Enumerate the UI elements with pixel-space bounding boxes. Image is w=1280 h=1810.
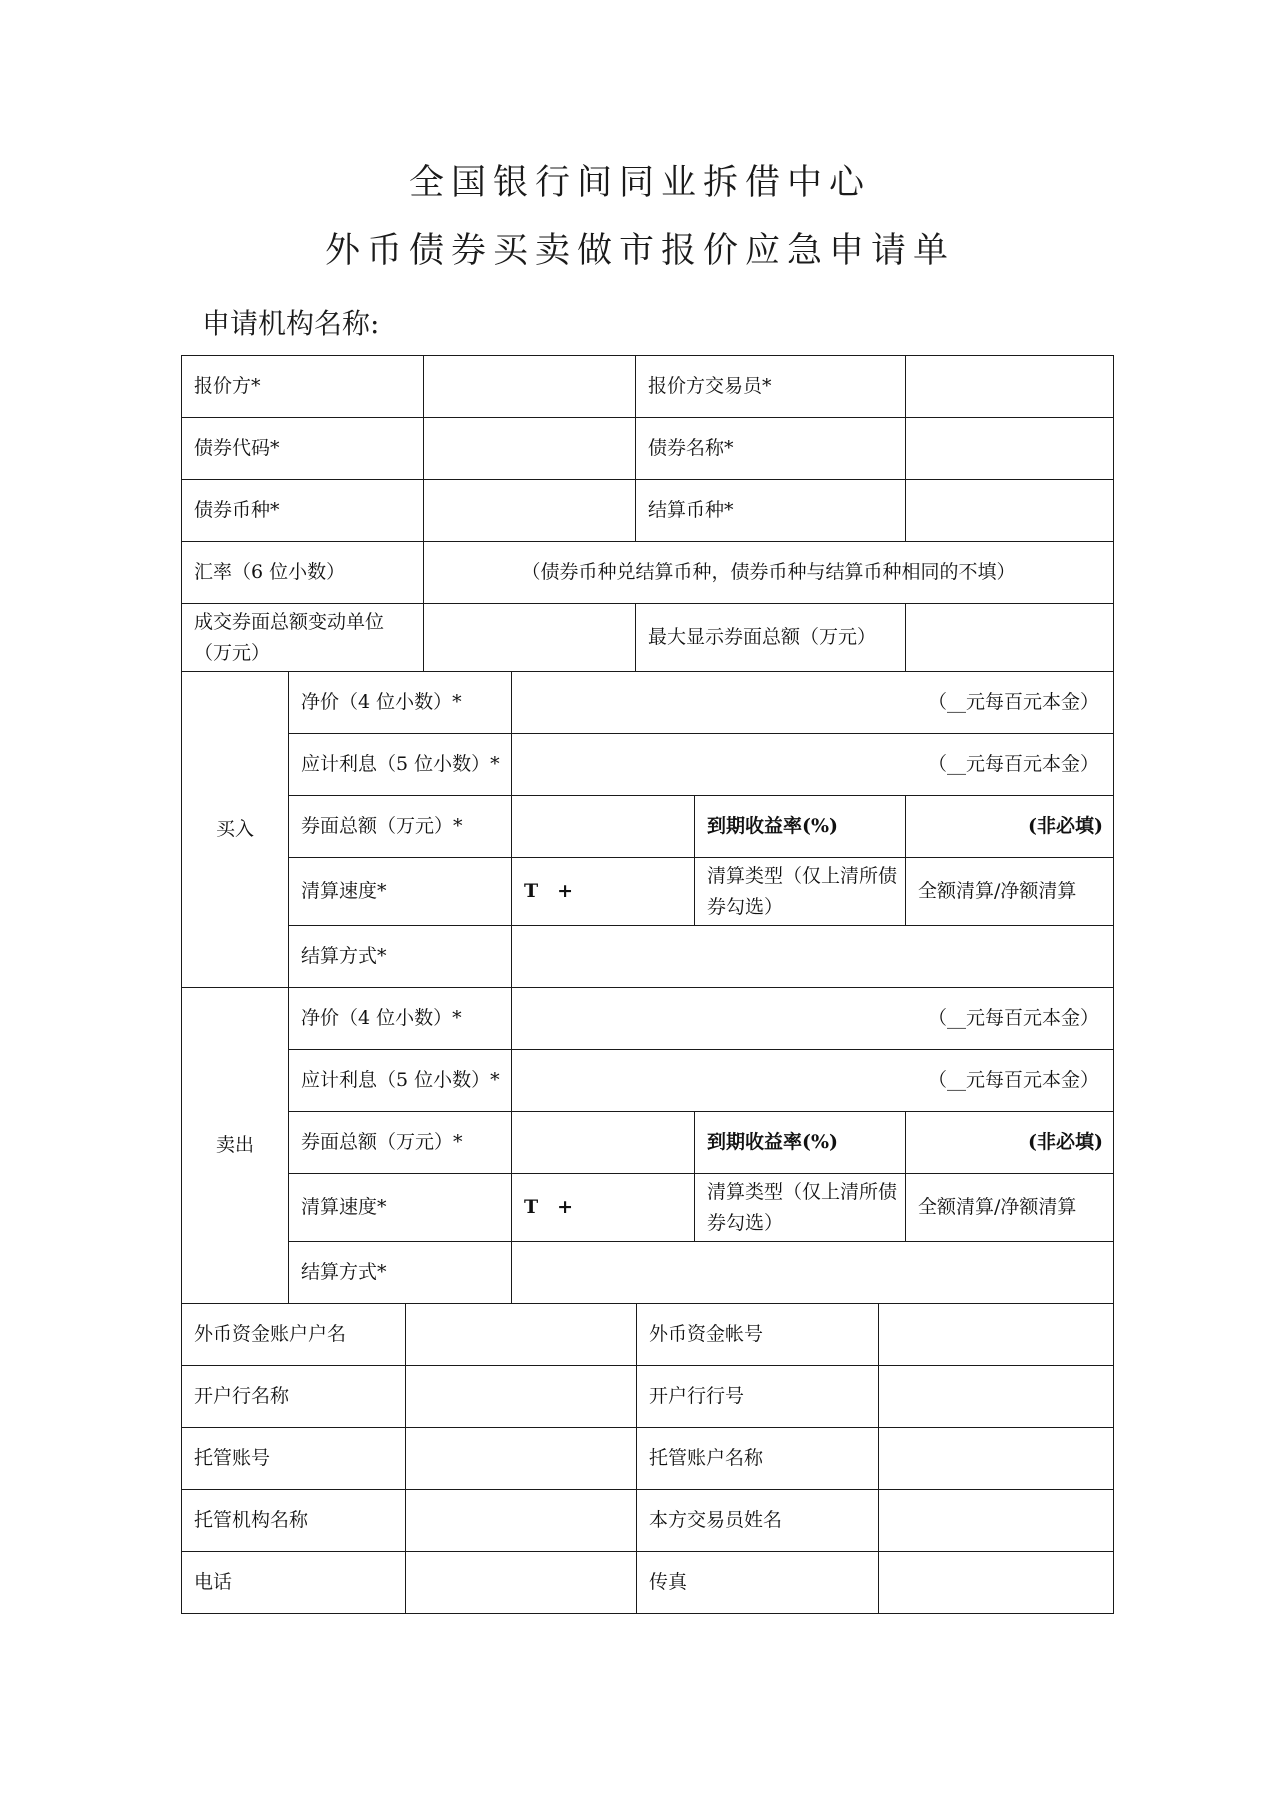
sell-settle-speed-input[interactable]: T + [524, 1196, 574, 1218]
buy-face-amount-input[interactable] [512, 796, 694, 857]
fx-account-name-input[interactable] [406, 1304, 636, 1365]
buy-settle-method-input[interactable] [512, 926, 1113, 987]
settle-currency-label: 结算币种* [648, 499, 734, 521]
bank-name-input[interactable] [406, 1366, 636, 1427]
fax-input[interactable] [879, 1552, 1113, 1613]
buy-face-amount-label: 券面总额（万元）* [301, 815, 463, 837]
max-display-input[interactable] [906, 604, 1113, 671]
buy-clean-price-label: 净价（4 位小数）* [301, 691, 462, 713]
custody-name-input[interactable] [879, 1428, 1113, 1489]
phone-input[interactable] [406, 1552, 636, 1613]
buy-clear-type-label [695, 858, 905, 925]
quoter-trader-label: 报价方交易员* [648, 375, 772, 397]
trade-unit-label [182, 604, 423, 671]
buy-settle-speed-label: 清算速度* [301, 880, 387, 902]
fx-account-no-label: 外币资金帐号 [649, 1323, 764, 1345]
quoter-label: 报价方* [194, 375, 261, 397]
trade-unit-input[interactable] [424, 604, 635, 671]
buy-clear-type-line1: 清算类型（仅上清所债 [707, 864, 898, 887]
sell-ytm-label: 到期收益率(%) [707, 1131, 839, 1153]
sell-clear-type-line1: 清算类型（仅上清所债 [707, 1180, 898, 1203]
bond-code-input[interactable] [424, 418, 635, 479]
bond-name-input[interactable] [906, 418, 1113, 479]
custody-org-label: 托管机构名称 [194, 1509, 309, 1531]
sell-clear-type-line2: 券勾选） [707, 1211, 784, 1234]
sell-clean-price-input[interactable]: （__元每百元本金） [927, 1007, 1099, 1029]
trade-unit-label-line2: （万元） [194, 641, 271, 664]
custody-no-input[interactable] [406, 1428, 636, 1489]
buy-accrued-input[interactable]: （__元每百元本金） [927, 753, 1099, 775]
bond-name-label: 债券名称* [648, 437, 734, 459]
custody-name-label: 托管账户名称 [649, 1447, 764, 1469]
sell-face-amount-input[interactable] [512, 1112, 694, 1173]
bank-name-label: 开户行名称 [194, 1385, 290, 1407]
table-border-right [1113, 355, 1114, 1614]
quoter-input[interactable] [424, 356, 635, 417]
buy-side-label: 买入 [215, 818, 254, 840]
buy-clear-type-line2: 券勾选） [707, 895, 784, 918]
buy-accrued-label: 应计利息（5 位小数）* [301, 753, 500, 775]
fax-label: 传真 [649, 1571, 688, 1593]
bank-no-label: 开户行行号 [649, 1385, 745, 1407]
sell-clean-price-label: 净价（4 位小数）* [301, 1007, 462, 1029]
applicant-org-label: 申请机构名称: [202, 307, 380, 340]
buy-clear-type-options[interactable]: 全额清算/净额清算 [918, 880, 1077, 902]
sell-clear-type-options[interactable]: 全额清算/净额清算 [918, 1196, 1077, 1218]
sell-clear-type-label [695, 1174, 905, 1241]
bond-currency-label: 债券币种* [194, 499, 280, 521]
sell-settle-method-input[interactable] [512, 1242, 1113, 1303]
form-title-line2: 外币债券买卖做市报价应急申请单 [324, 231, 955, 271]
buy-settle-speed-input[interactable]: T + [524, 880, 574, 902]
settle-currency-input[interactable] [906, 480, 1113, 541]
custody-org-input[interactable] [406, 1490, 636, 1551]
table-border-bottom [181, 1613, 1114, 1614]
bond-currency-input[interactable] [424, 480, 635, 541]
sell-accrued-input[interactable]: （__元每百元本金） [927, 1069, 1099, 1091]
sell-settle-speed-label: 清算速度* [301, 1196, 387, 1218]
fx-account-no-input[interactable] [879, 1304, 1113, 1365]
sell-ytm-input[interactable]: (非必填) [1028, 1131, 1103, 1153]
fx-rate-label: 汇率（6 位小数） [194, 561, 346, 583]
sell-settle-method-label: 结算方式* [301, 1261, 387, 1283]
phone-label: 电话 [194, 1571, 233, 1593]
trader-name-label: 本方交易员姓名 [649, 1509, 783, 1531]
sell-accrued-label: 应计利息（5 位小数）* [301, 1069, 500, 1091]
buy-ytm-label: 到期收益率(%) [707, 815, 839, 837]
quoter-trader-input[interactable] [906, 356, 1113, 417]
buy-settle-method-label: 结算方式* [301, 945, 387, 967]
sell-side-label: 卖出 [215, 1134, 254, 1156]
trade-unit-label-line1: 成交券面总额变动单位 [194, 610, 385, 633]
custody-no-label: 托管账号 [194, 1447, 271, 1469]
bank-no-input[interactable] [879, 1366, 1113, 1427]
bond-code-label: 债券代码* [194, 437, 280, 459]
form-title-line1: 全国银行间同业拆借中心 [408, 163, 871, 203]
buy-clean-price-input[interactable]: （__元每百元本金） [927, 691, 1099, 713]
sell-face-amount-label: 券面总额（万元）* [301, 1131, 463, 1153]
max-display-label: 最大显示券面总额（万元） [648, 626, 877, 648]
trader-name-input[interactable] [879, 1490, 1113, 1551]
fx-rate-input[interactable]: （债券币种兑结算币种，债券币种与结算币种相同的不填） [521, 561, 1016, 583]
fx-account-name-label: 外币资金账户户名 [194, 1323, 347, 1345]
buy-ytm-input[interactable]: (非必填) [1028, 815, 1103, 837]
